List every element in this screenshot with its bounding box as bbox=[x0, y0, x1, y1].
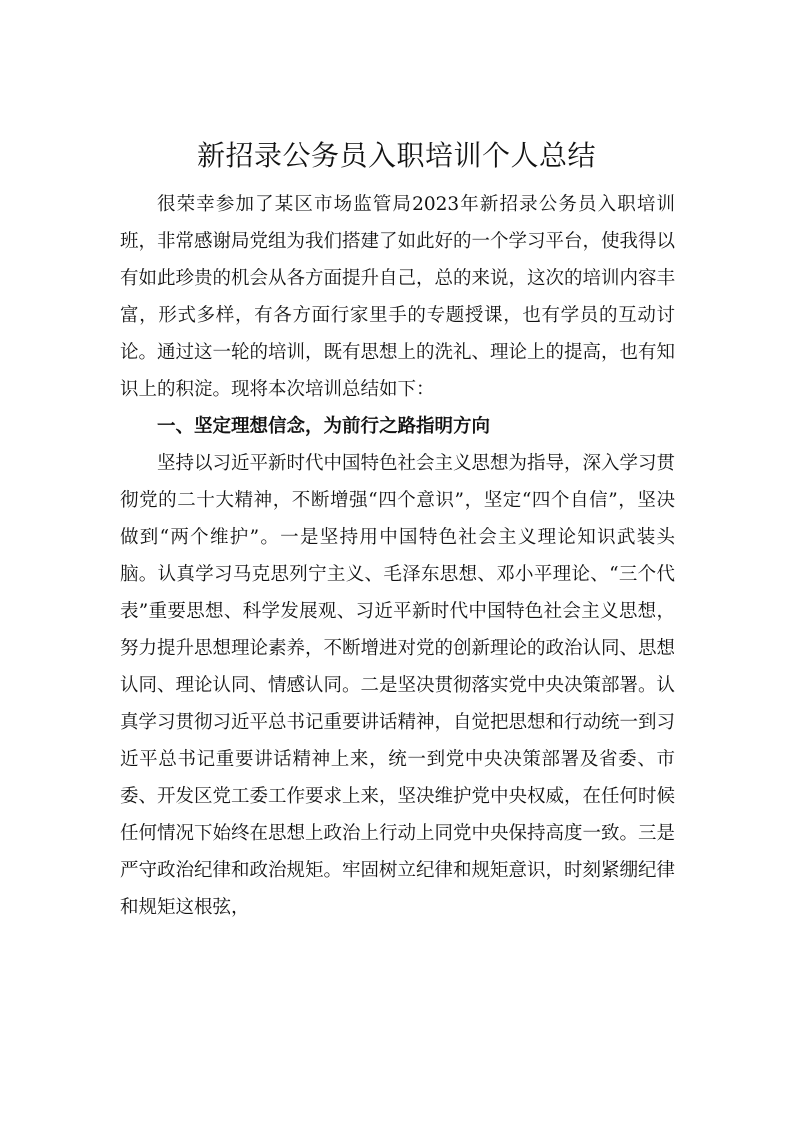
section-heading-1: 一、坚定理想信念，为前行之路指明方向 bbox=[157, 416, 491, 437]
section-1-paragraph: 坚持以习近平新时代中国特色社会主义思想为指导，深入学习贯彻党的二十大精神，不断增强“四个意识”，坚定“四个自信”，坚决做到“两个维护”。一是坚持用中国特色社会主义理论知识武装头脑。认真学习马克思列宁主义、毛泽东思想、邓小平理论、“三个代表”重要思想、科学发展观、习近平新时代中国特色社会主义思想，努力提升思想理论素养，不断增进对党的创新理论的政治认同、思想认同、理论认同、情感认同。二是坚决贯彻落实党中央决策部署。认真学习贯彻习近平总书记重要讲话精神，自觉把思想和行动统一到习近平总书记重要讲话精神上来，统一到党中央决策部署及省委、市委、开发区党工委工作要求上来，坚决维护党中央权威，在任何时候任何情况下始终在思想上政治上行动上同党中央保持高度一致。三是严守政治纪律和政治规矩。牢固树立纪律和规矩意识，时刻紧绷纪律和规矩这根弦， bbox=[120, 453, 676, 918]
document-body bbox=[120, 186, 675, 926]
intro-paragraph: 很荣幸参加了某区市场监管局2023年新招录公务员入职培训班，非常感谢局党组为我们搭建了如此好的一个学习平台，使我得以有如此珍贵的机会从各方面提升自己，总的来说，这次的培训内容丰富，形式多样，有各方面行家里手的专题授课，也有学员的互动讨论。通过这一轮的培训，既有思想上的洗礼、理论上的提高，也有知识上的积淀。现将本次培训总结如下： bbox=[120, 194, 676, 400]
document-title: 新招录公务员入职培训个人总结 bbox=[196, 139, 596, 172]
